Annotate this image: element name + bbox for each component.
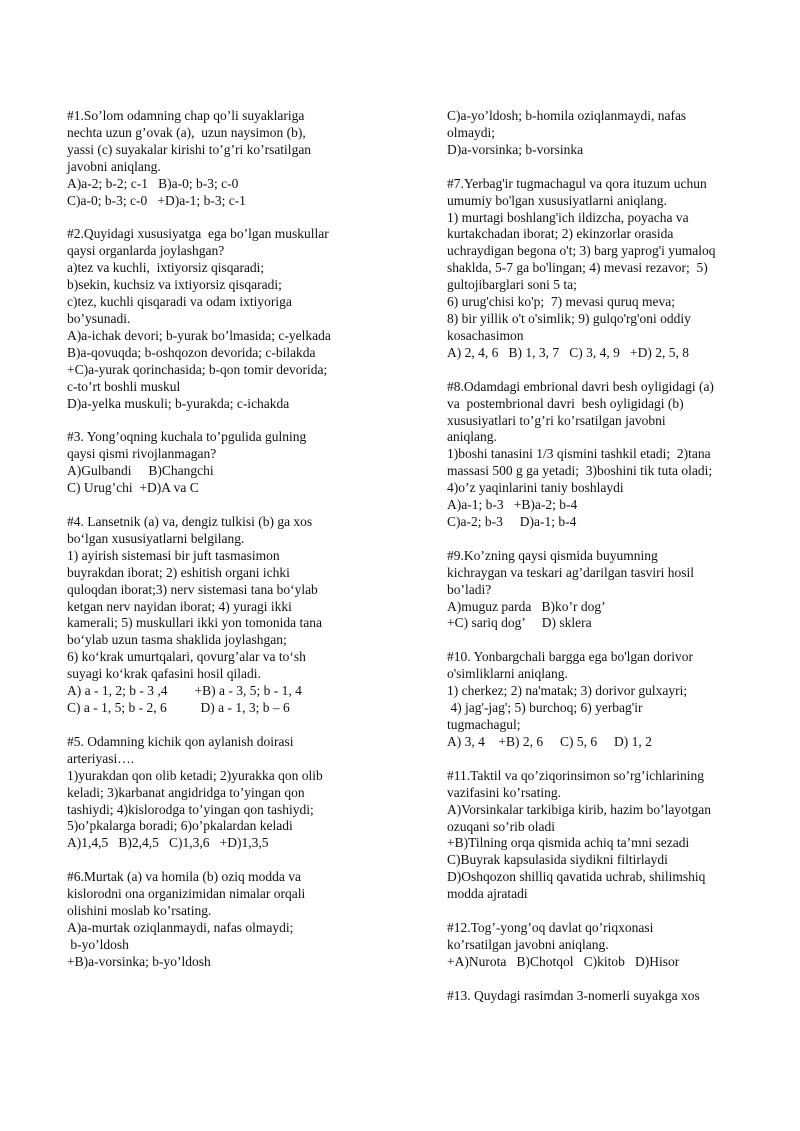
question-line: A) 3, 4 +B) 2, 6 C) 5, 6 D) 1, 2 — [447, 733, 652, 749]
question-line: ozuqani so’rib oladi — [447, 818, 555, 834]
question-line: vazifasini ko’rsating. — [447, 784, 561, 800]
left-column — [67, 108, 387, 988]
question-block — [67, 108, 387, 209]
question-line: tashiydi; 4)kislorodga to’yingan qon tashiydi; — [67, 801, 314, 817]
question-line: 8) bir yillik o't o'simlik; 9) gulqo'rg'oni oddiy — [447, 310, 691, 326]
question-line: +A)Nurota B)Chotqol C)kitob D)Hisor — [447, 953, 680, 969]
question-line: A)muguz parda B)ko’r dog’ — [447, 598, 606, 614]
question-line: 4) jag'-jag'; 5) burchoq; 6) yerbag'ir — [447, 700, 643, 716]
question-line: a)tez va kuchli, ixtiyorsiz qisqaradi; — [67, 260, 265, 276]
question-line: C) Urug’chi +D)A va C — [67, 480, 199, 496]
question-line: uchraydigan begona o't; 3) barg yaprog'i yumaloq — [447, 243, 716, 259]
question-line: #5. Odamning kichik qon aylanish doirasi — [67, 733, 294, 749]
question-block — [67, 429, 387, 497]
question-line: suyagi ko‘krak qafasini hosil qiladi. — [67, 666, 261, 682]
question-line: qaysi organlarda joylashgan? — [67, 243, 225, 259]
question-line: +C) sariq dog’ D) sklera — [447, 615, 592, 631]
question-line: b)sekin, kuchsiz va ixtiyorsiz qisqaradi; — [67, 277, 282, 293]
question-line: C)a-0; b-3; c-0 +D)a-1; b-3; c-1 — [67, 192, 246, 208]
question-line: kurtakchadan iborat; 2) ekinzorlar orasida — [447, 226, 674, 242]
question-line: #7.Yerbag'ir tugmachagul va qora ituzum uchun — [447, 175, 707, 191]
question-line: A)a-2; b-2; c-1 B)a-0; b-3; c-0 — [67, 175, 239, 191]
question-line: shaklda, 5-7 ga bo'lingan; 4) mevasi rezavor; 5) — [447, 260, 708, 276]
question-line: D)a-vorsinka; b-vorsinka — [447, 141, 584, 157]
question-line: 1)boshi tanasini 1/3 qismini tashkil etadi; 2)tana — [447, 446, 711, 462]
question-line: quloqdan iborat;3) nerv sistemasi tana bo‘ylab — [67, 581, 318, 597]
question-line: nechta uzun g’ovak (a), uzun naysimon (b), — [67, 124, 306, 140]
question-line: 6) urug'chisi ko'p; 7) mevasi quruq meva; — [447, 294, 675, 310]
question-line: buyrakdan iborat; 2) eshitish organi ichki — [67, 564, 290, 580]
question-line: yassi (c) suyakalar kirishi to’g’ri ko’rsatilgan — [67, 141, 312, 157]
question-line: +B)a-vorsinka; b-yo’ldosh — [67, 953, 211, 969]
question-line: 1) murtagi boshlang'ich ildizcha, poyacha va — [447, 209, 689, 225]
question-line: arteriyasi…. — [67, 750, 135, 766]
question-line: A) a - 1, 2; b - 3 ,4 +B) a - 3, 5; b - 1, 4 — [67, 683, 302, 699]
question-line: D)Oshqozon shilliq qavatida uchrab, shilimshiq — [447, 869, 706, 885]
question-line: c)tez, kuchli qisqaradi va odam ixtiyoriga — [67, 294, 292, 310]
question-line: A)1,4,5 B)2,4,5 C)1,3,6 +D)1,3,5 — [67, 835, 269, 851]
question-line: keladi; 3)karbanat angidridga to’yingan qon — [67, 784, 305, 800]
question-block — [447, 649, 767, 750]
question-line: #13. Quydagi rasimdan 3-nomerli suyakga xos — [447, 987, 700, 1003]
question-line: kosachasimon — [447, 327, 524, 343]
question-line: modda ajratadi — [447, 886, 528, 902]
question-line: A)a-ichak devori; b-yurak bo’lmasida; c-yelkada — [67, 327, 331, 343]
question-line: ketgan nerv nayidan iborat; 4) yuragi ikki — [67, 598, 292, 614]
question-line: #3. Yong’oqning kuchala to’pgulida gulning — [67, 429, 307, 445]
question-line: gultojibarglari soni 5 ta; — [447, 277, 577, 293]
question-block — [447, 988, 767, 1005]
question-line: qaysi qismi rivojlanmagan? — [67, 446, 217, 462]
right-column — [447, 108, 767, 1022]
question-line: va postembrional davri besh oyligidagi (b) — [447, 395, 684, 411]
question-line: #6.Murtak (a) va homila (b) oziq modda va — [67, 869, 301, 885]
question-line: A)Gulbandi B)Changchi — [67, 463, 214, 479]
question-line: C)a-yo’ldosh; b-homila oziqlanmaydi, nafas — [447, 108, 687, 123]
question-block — [447, 176, 767, 362]
question-line: 1) cherkez; 2) na'matak; 3) dorivor gulxayri; — [447, 683, 688, 699]
question-line: #10. Yonbargchali bargga ega bo'lgan dorivor — [447, 649, 694, 665]
question-line: #12.Tog’-yong’oq davlat qo’riqxonasi — [447, 920, 654, 936]
question-line: kamerali; 5) muskullari ikki yon tomonida tana — [67, 615, 322, 631]
question-line: A)a-1; b-3 +B)a-2; b-4 — [447, 497, 578, 513]
question-line: olishini moslab ko’rsating. — [67, 903, 212, 919]
question-block — [447, 379, 767, 531]
question-line: C)a-2; b-3 D)a-1; b-4 — [447, 513, 577, 529]
question-line: C)Buyrak kapsulasida siydikni filtirlaydi — [447, 852, 668, 868]
question-line: #1.So’lom odamning chap qo’li suyaklariga — [67, 108, 305, 123]
question-line: C) a - 1, 5; b - 2, 6 D) a - 1, 3; b – 6 — [67, 700, 290, 715]
question-line: o'simliklarni aniqlang. — [447, 666, 568, 682]
question-line: A) 2, 4, 6 B) 1, 3, 7 C) 3, 4, 9 +D) 2, 5, 8 — [447, 344, 689, 360]
question-line: 1)yurakdan qon olib ketadi; 2)yurakka qon olib — [67, 767, 323, 783]
question-line: ko’rsatilgan javobni aniqlang. — [447, 936, 609, 952]
question-line: #4. Lansetnik (a) va, dengiz tulkisi (b) ga xos — [67, 514, 313, 530]
question-line: b-yo’ldosh — [67, 936, 129, 952]
question-block — [67, 869, 387, 970]
question-line: A)a-murtak oziqlanmaydi, nafas olmaydi; — [67, 919, 294, 935]
question-block — [447, 548, 767, 633]
question-line: tugmachagul; — [447, 717, 521, 732]
question-line: B)a-qovuqda; b-oshqozon devorida; c-bilakda — [67, 344, 316, 360]
question-line: D)a-yelka muskuli; b-yurakda; c-ichakda — [67, 395, 290, 411]
question-line: +B)Tilning orqa qismida achiq ta’mni sezadi — [447, 835, 690, 851]
question-line: olmaydi; — [447, 124, 495, 140]
question-line: #11.Taktil va qo’ziqorinsimon so’rg’ichlarining — [447, 767, 705, 783]
question-block — [447, 920, 767, 971]
question-line: c-to’rt boshli muskul — [67, 378, 181, 394]
question-line: bo’ysunadi. — [67, 310, 131, 326]
question-block — [447, 108, 767, 159]
question-line: aniqlang. — [447, 429, 497, 445]
question-line: javobni aniqlang. — [67, 158, 161, 174]
question-line: kichraygan va teskari ag’darilgan tasviri hosil — [447, 564, 695, 580]
question-block — [67, 226, 387, 412]
question-line: #2.Quyidagi xususiyatga ega bo’lgan muskullar — [67, 226, 329, 242]
question-line: +C)a-yurak qorinchasida; b-qon tomir devorida; — [67, 361, 328, 377]
question-line: 4)o’z yaqinlarini taniy boshlaydi — [447, 480, 624, 496]
question-line: umumiy bo'lgan xususiyatlarni aniqlang. — [447, 192, 667, 208]
question-line: bo’ladi? — [447, 581, 492, 597]
question-line: 6) ko‘krak umurtqalari, qovurg’alar va to‘sh — [67, 649, 306, 665]
question-block — [67, 734, 387, 852]
question-line: 1) ayirish sistemasi bir juft tasmasimon — [67, 547, 280, 563]
question-block — [67, 514, 387, 717]
question-line: #9.Ko’zning qaysi qismida buyumning — [447, 547, 658, 563]
question-line: bo‘lgan xususiyatlarni belgilang. — [67, 530, 245, 546]
question-line: massasi 500 g ga yetadi; 3)boshini tik tuta oladi; — [447, 463, 713, 479]
question-block — [447, 768, 767, 903]
question-line: xususiyatlari to’g’ri ko’rsatilgan javobni — [447, 412, 666, 428]
question-line: bo‘ylab uzun tasma shaklida joylashgan; — [67, 632, 287, 648]
question-line: A)Vorsinkalar tarkibiga kirib, hazim bo’layotgan — [447, 801, 712, 817]
question-line: kislorodni ona organizimidan nimalar orqali — [67, 886, 306, 902]
question-line: #8.Odamdagi embrional davri besh oyligidagi (a) — [447, 378, 714, 394]
question-line: 5)o’pkalarga boradi; 6)o’pkalardan keladi — [67, 818, 293, 834]
